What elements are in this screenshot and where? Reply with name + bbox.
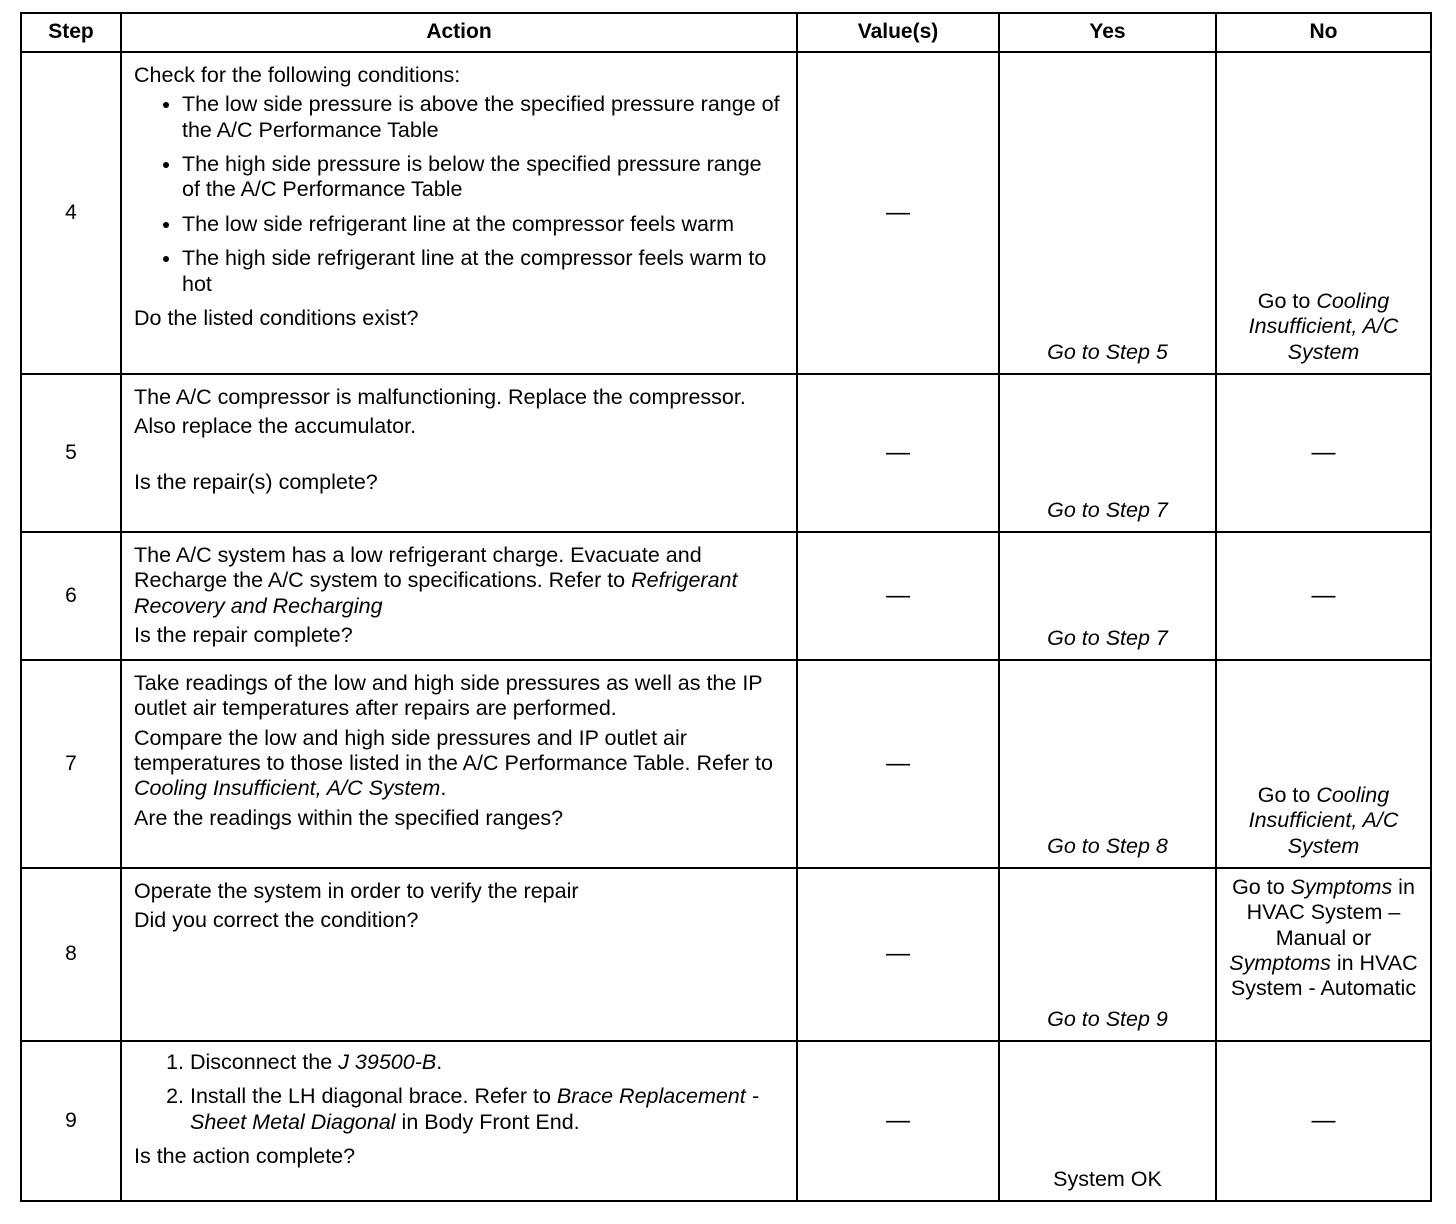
reference-link[interactable]: Refrigerant Recovery and Recharging: [134, 568, 738, 618]
action-question: Is the repair(s) complete?: [134, 469, 378, 494]
no-target: Symptoms: [1290, 875, 1393, 899]
no-target: Symptoms: [1229, 951, 1331, 976]
step-number: 6: [21, 532, 121, 660]
action-question: Is the repair complete?: [134, 623, 353, 648]
action-text-plain: Compare the low and high side pressures and IP outlet air temperatures to those listed in the A/C Performance Table. Refer to: [134, 725, 773, 776]
action-cell: [121, 1041, 797, 1201]
step-number: 5: [21, 374, 121, 532]
table-row: [21, 374, 1431, 532]
header-values: Value(s): [797, 13, 999, 52]
action-text: Operate the system in order to verify the repair: [134, 879, 579, 903]
no-link[interactable]: [1216, 660, 1431, 868]
value-cell: —: [797, 52, 999, 374]
no-prefix: Go to: [1257, 782, 1317, 807]
no-text: in HVAC System – Manual or: [1246, 875, 1415, 950]
step-number: 7: [21, 660, 121, 868]
table-row: [21, 868, 1431, 1041]
action-cell: [121, 374, 797, 532]
no-link[interactable]: [1216, 52, 1431, 374]
action-intro: Check for the following conditions:: [134, 63, 461, 87]
item-text: Install the LH diagonal brace. Refer to: [190, 1084, 557, 1109]
no-cell: —: [1216, 374, 1431, 532]
item-text-end: in Body Front End.: [395, 1109, 580, 1134]
header-row: [21, 13, 1431, 52]
header-step: Step: [21, 13, 121, 52]
value-cell: —: [797, 660, 999, 868]
list-item: [190, 1084, 784, 1135]
condition-list: [134, 92, 784, 297]
diagnostic-table: [20, 12, 1432, 1202]
no-target: Cooling Insufficient, A/C System: [1248, 782, 1399, 858]
reference-link[interactable]: Cooling Insufficient, A/C System: [134, 776, 441, 801]
list-item: • The high side refrigerant line at the compressor feels warm to hot: [182, 246, 784, 297]
no-text: in HVAC System - Automatic: [1230, 951, 1418, 1001]
action-text: Take readings of the low and high side pressures as well as the IP outlet air temperatures after repairs are performed.: [134, 671, 763, 721]
no-target: Cooling Insufficient, A/C System: [1248, 288, 1399, 364]
value-cell: —: [797, 1041, 999, 1201]
step-number: 8: [21, 868, 121, 1041]
action-cell: [121, 52, 797, 374]
table-row: [21, 1041, 1431, 1201]
no-cell: —: [1216, 532, 1431, 660]
action-text: Also replace the accumulator.: [134, 414, 417, 439]
action-question: Is the action complete?: [134, 1144, 356, 1169]
list-item: • The high side pressure is below the specified pressure range of the A/C Performance Table: [182, 152, 784, 203]
action-text: [134, 543, 784, 619]
action-cell: [121, 532, 797, 660]
yes-link[interactable]: Go to Step 8: [999, 660, 1216, 868]
action-text-end: .: [440, 776, 447, 801]
action-question: Did you correct the condition?: [134, 908, 419, 933]
yes-link[interactable]: Go to Step 5: [999, 52, 1216, 374]
item-text: Disconnect the: [190, 1050, 339, 1074]
action-cell: [121, 660, 797, 868]
yes-result: System OK: [999, 1041, 1216, 1201]
action-cell: [121, 868, 797, 1041]
list-item: • The low side refrigerant line at the compressor feels warm: [182, 212, 784, 237]
table-row: [21, 52, 1431, 374]
list-item: • The low side pressure is above the specified pressure range of the A/C Performance Table: [182, 92, 784, 143]
step-number: 9: [21, 1041, 121, 1201]
no-cell: —: [1216, 1041, 1431, 1201]
procedure-list: [134, 1050, 784, 1135]
reference-link[interactable]: Brace Replacement - Sheet Metal Diagonal: [190, 1084, 759, 1134]
yes-link[interactable]: Go to Step 7: [999, 374, 1216, 532]
yes-link[interactable]: Go to Step 9: [999, 868, 1216, 1041]
tool-reference: J 39500-B: [338, 1050, 437, 1074]
action-text: [134, 726, 784, 802]
no-prefix: Go to: [1232, 875, 1291, 899]
value-cell: —: [797, 532, 999, 660]
action-question: Are the readings within the specified ranges?: [134, 805, 564, 830]
header-no: No: [1216, 13, 1431, 52]
header-action: Action: [121, 13, 797, 52]
list-item: [190, 1050, 784, 1075]
table-row: [21, 532, 1431, 660]
action-text-plain: The A/C system has a low refrigerant charge. Evacuate and Recharge the A/C system to specifications. Refer to: [134, 543, 702, 593]
no-link[interactable]: [1216, 868, 1431, 1041]
value-cell: —: [797, 374, 999, 532]
item-text-end: .: [436, 1050, 443, 1074]
step-number: 4: [21, 52, 121, 374]
table-row: [21, 660, 1431, 868]
action-question: Do the listed conditions exist?: [134, 305, 419, 330]
no-prefix: Go to: [1257, 288, 1317, 313]
action-text: The A/C compressor is malfunctioning. Replace the compressor.: [134, 385, 746, 409]
value-cell: —: [797, 868, 999, 1041]
yes-link[interactable]: Go to Step 7: [999, 532, 1216, 660]
header-yes: Yes: [999, 13, 1216, 52]
